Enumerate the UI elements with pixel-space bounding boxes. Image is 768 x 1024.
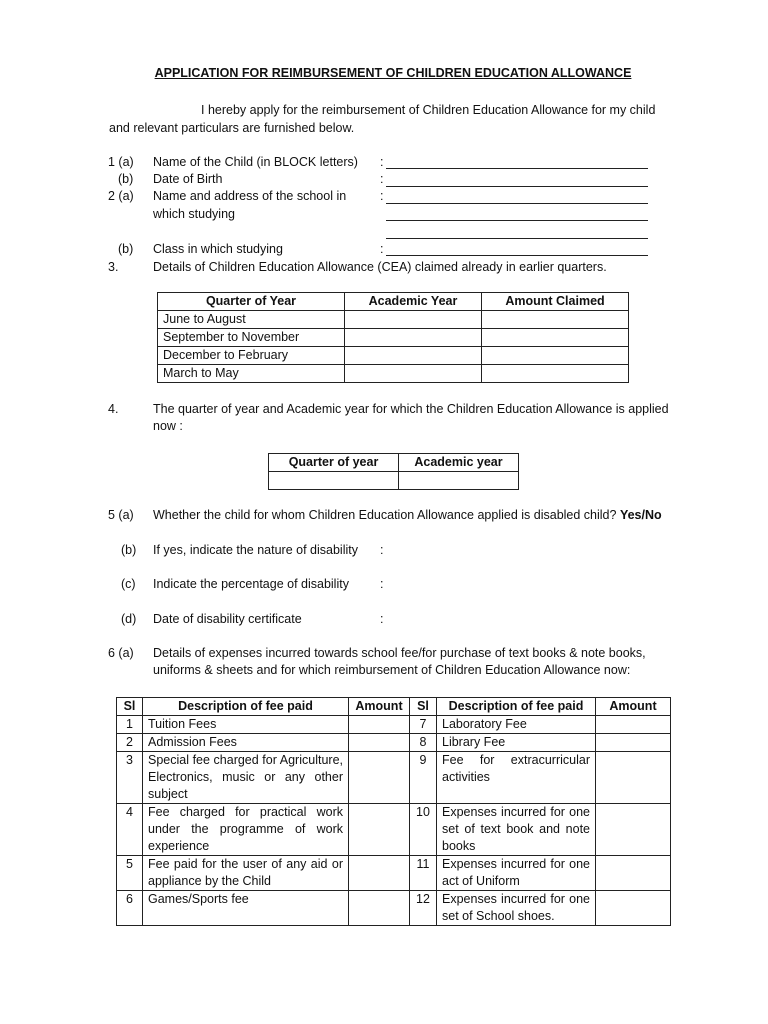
academic-year-cell[interactable] <box>345 329 482 347</box>
amount-cell[interactable] <box>349 804 410 856</box>
field-colon: : <box>380 189 384 203</box>
field-colon: : <box>380 612 384 626</box>
sl-cell: 11 <box>410 856 437 891</box>
class-line[interactable] <box>386 255 648 256</box>
sl-cell: 6 <box>117 891 143 926</box>
description-cell: Fee paid for the user of any aid or appliance by the Child <box>143 856 349 891</box>
item-number: (c) <box>121 577 136 591</box>
cea-claimed-table <box>157 292 629 383</box>
amount-cell[interactable] <box>482 347 629 365</box>
field-colon: : <box>380 543 384 557</box>
table-row <box>158 347 629 365</box>
item-number: 5 (a) <box>108 508 134 522</box>
table-row <box>117 716 671 734</box>
sl-cell: 1 <box>117 716 143 734</box>
child-name-line[interactable] <box>386 168 648 169</box>
school-line-1[interactable] <box>386 203 648 204</box>
description-cell: Expenses incurred for one act of Uniform <box>437 856 596 891</box>
table-header: Description of fee paid <box>143 698 349 716</box>
amount-cell[interactable] <box>349 752 410 804</box>
yes-no-option[interactable]: Yes/No <box>619 508 662 522</box>
current-quarter-table <box>268 453 519 490</box>
school-line-3[interactable] <box>386 238 648 239</box>
amount-cell[interactable] <box>349 716 410 734</box>
item-number: 4. <box>108 402 119 416</box>
table-header: Amount <box>349 698 410 716</box>
fee-details-table <box>116 697 671 926</box>
field-colon: : <box>380 577 384 591</box>
item4-line-1: The quarter of year and Academic year for which the Children Education Allowance is applied <box>153 402 669 416</box>
sl-cell: 3 <box>117 752 143 804</box>
field-number: 2 (a) <box>108 189 134 203</box>
sl-cell: 4 <box>117 804 143 856</box>
amount-cell[interactable] <box>596 734 671 752</box>
item-number: 3. <box>108 260 119 274</box>
description-cell: Fee for extracurricular activities <box>437 752 596 804</box>
table-row <box>117 752 671 804</box>
quarter-cell: June to August <box>158 311 345 329</box>
item3-text: Details of Children Education Allowance (CEA) claimed already in earlier quarters. <box>153 260 607 274</box>
description-cell: Expenses incurred for one set of text book and note books <box>437 804 596 856</box>
quarter-cell: March to May <box>158 365 345 383</box>
sl-cell: 10 <box>410 804 437 856</box>
table-row <box>158 365 629 383</box>
amount-cell[interactable] <box>482 311 629 329</box>
table-header: Academic Year <box>345 293 482 311</box>
item6-line-2: uniforms & sheets and for which reimbursement of Children Education Allowance now: <box>153 663 631 677</box>
amount-cell[interactable] <box>596 752 671 804</box>
amount-cell[interactable] <box>482 329 629 347</box>
academic-year-cell[interactable] <box>345 347 482 365</box>
academic-year-cell[interactable] <box>345 311 482 329</box>
table-header: Amount <box>596 698 671 716</box>
amount-cell[interactable] <box>596 804 671 856</box>
item4-line-2: now : <box>153 419 183 433</box>
field-number: (b) <box>118 172 134 186</box>
item5c-text: Indicate the percentage of disability <box>153 577 349 591</box>
academic-year-cell[interactable] <box>399 472 519 490</box>
field-label-dob: Date of Birth <box>153 172 223 186</box>
field-label-school: Name and address of the school in <box>153 189 347 203</box>
sl-cell: 8 <box>410 734 437 752</box>
table-header: Quarter of year <box>269 454 399 472</box>
field-number: (b) <box>118 242 134 256</box>
school-line-2[interactable] <box>386 220 648 221</box>
table-row <box>117 734 671 752</box>
field-colon: : <box>380 242 384 256</box>
amount-cell[interactable] <box>349 856 410 891</box>
table-header: Description of fee paid <box>437 698 596 716</box>
quarter-cell: September to November <box>158 329 345 347</box>
amount-cell[interactable] <box>596 891 671 926</box>
sl-cell: 2 <box>117 734 143 752</box>
quarter-cell: December to February <box>158 347 345 365</box>
field-label-class: Class in which studying <box>153 242 283 256</box>
table-header: Quarter of Year <box>158 293 345 311</box>
table-row <box>158 311 629 329</box>
table-header: Sl <box>117 698 143 716</box>
intro-line-1: I hereby apply for the reimbursement of Children Education Allowance for my child <box>201 103 656 117</box>
table-header: Sl <box>410 698 437 716</box>
table-row <box>269 472 519 490</box>
field-colon: : <box>380 172 384 186</box>
amount-cell[interactable] <box>349 891 410 926</box>
description-cell: Special fee charged for Agriculture, Electronics, music or any other subject <box>143 752 349 804</box>
item-number: (d) <box>121 612 137 626</box>
description-cell: Games/Sports fee <box>143 891 349 926</box>
item5b-text: If yes, indicate the nature of disability <box>153 543 358 557</box>
sl-cell: 5 <box>117 856 143 891</box>
amount-cell[interactable] <box>596 856 671 891</box>
description-cell: Laboratory Fee <box>437 716 596 734</box>
item-number: (b) <box>121 543 137 557</box>
table-row <box>117 804 671 856</box>
description-cell: Tuition Fees <box>143 716 349 734</box>
sl-cell: 12 <box>410 891 437 926</box>
item5a-question: Whether the child for whom Children Education Allowance applied is disabled child? <box>153 508 617 522</box>
item-number: 6 (a) <box>108 646 134 660</box>
sl-cell: 7 <box>410 716 437 734</box>
table-row <box>117 891 671 926</box>
field-label-child-name: Name of the Child (in BLOCK letters) <box>153 155 358 169</box>
field-colon: : <box>380 155 384 169</box>
field-number: 1 (a) <box>108 155 134 169</box>
intro-line-2: and relevant particulars are furnished below. <box>109 121 355 135</box>
table-header: Academic year <box>399 454 519 472</box>
sl-cell: 9 <box>410 752 437 804</box>
item5a-text <box>153 508 662 522</box>
description-cell: Library Fee <box>437 734 596 752</box>
field-label-school-2: which studying <box>153 207 235 221</box>
table-row <box>158 329 629 347</box>
quarter-cell[interactable] <box>269 472 399 490</box>
amount-cell[interactable] <box>596 716 671 734</box>
item5d-text: Date of disability certificate <box>153 612 302 626</box>
description-cell: Admission Fees <box>143 734 349 752</box>
academic-year-cell[interactable] <box>345 365 482 383</box>
table-header: Amount Claimed <box>482 293 629 311</box>
table-row <box>117 856 671 891</box>
description-cell: Fee charged for practical work under the programme of work experience <box>143 804 349 856</box>
item6-line-1: Details of expenses incurred towards school fee/for purchase of text books & note books, <box>153 646 646 660</box>
dob-line[interactable] <box>386 186 648 187</box>
description-cell: Expenses incurred for one set of School shoes. <box>437 891 596 926</box>
amount-cell[interactable] <box>349 734 410 752</box>
document-title: APPLICATION FOR REIMBURSEMENT OF CHILDREN EDUCATION ALLOWANCE <box>154 66 632 80</box>
amount-cell[interactable] <box>482 365 629 383</box>
